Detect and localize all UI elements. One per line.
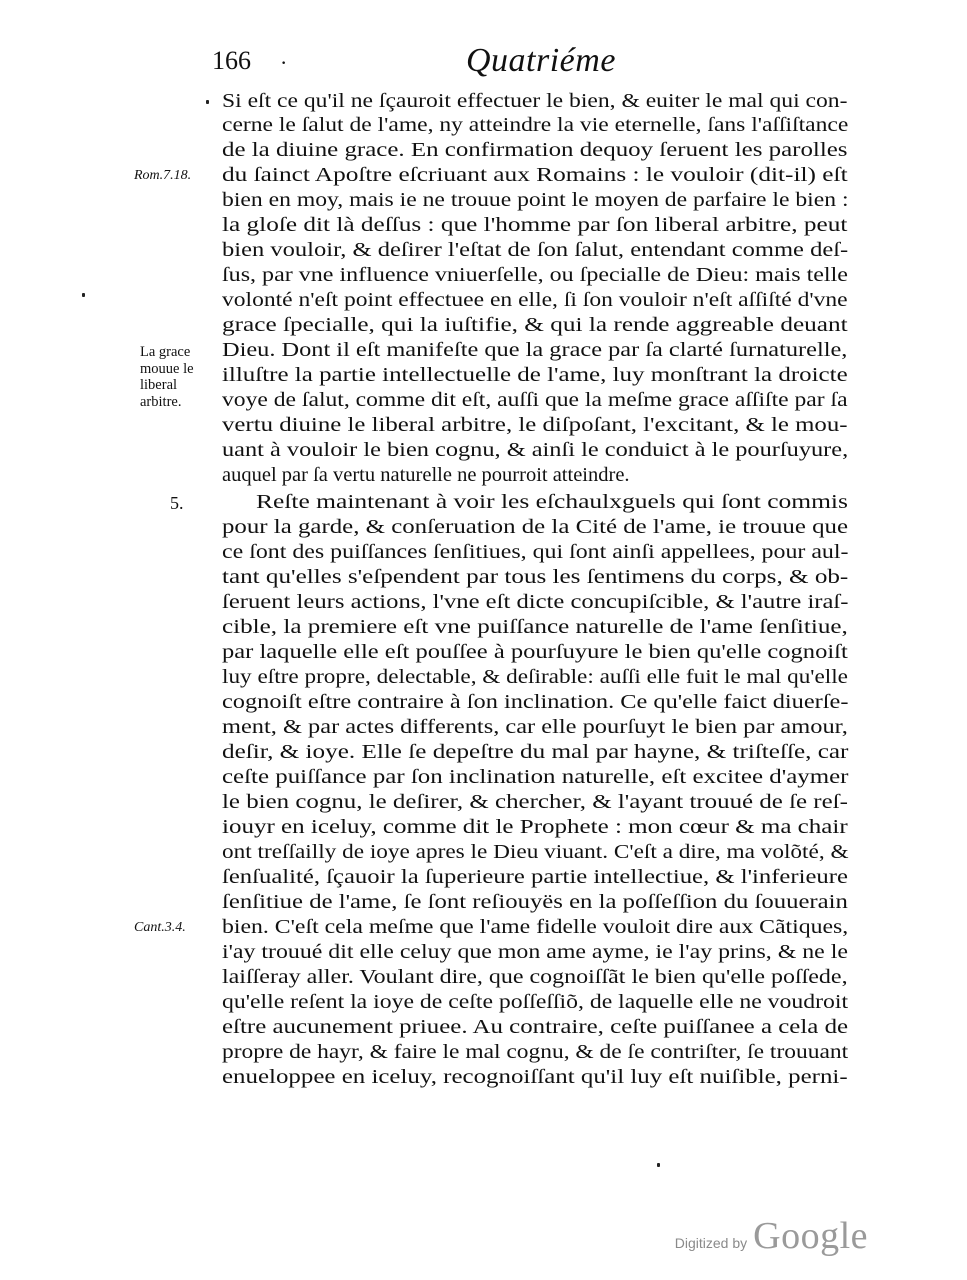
text-line: cognoiſt eſtre contraire à ſon inclination. Ce qu'elle faict diuerſe-: [222, 691, 849, 713]
margin-gloss-line: mouue le: [140, 360, 194, 377]
text-line: ont treſſailly de ioye apres le Dieu viuant. C'eſt a dire, ma volõté, &: [222, 841, 849, 863]
text-line: de la diuine grace. En confirmation dequoy ſeruent les parolles: [222, 139, 848, 161]
margin-reference-romans: Rom.7.18.: [134, 168, 192, 183]
text-line: Dieu. Dont il eſt manifeſte que la grace par ſa clarté ſurnaturelle,: [222, 339, 848, 361]
text-line: bien. C'eſt cela meſme que l'ame fidelle vouloit dire aux Cãtiques,: [222, 916, 849, 938]
margin-gloss: [140, 344, 194, 410]
text-line: ſus, par vne influence vniuerſelle, ou ſpecialle de Dieu: mais telle: [222, 264, 848, 286]
digitization-watermark: [675, 1214, 868, 1258]
text-line: volonté n'eſt point effectuee en elle, ſi ſon vouloir n'eſt aſſiſté d'vne: [222, 289, 848, 311]
text-line: grace ſpecialle, qui la iuſtifie, & qui la rende aggreable deuant: [222, 314, 848, 336]
margin-reference-canticles: Cant.3.4.: [134, 920, 186, 935]
text-line: bien vouloir, & deſirer l'eſtat de ſon ſalut, entendant comme deſ-: [222, 239, 849, 261]
text-line: bien en moy, mais ie ne trouue point le moyen de parfaire le bien :: [222, 189, 849, 211]
section-mark: 5.: [170, 493, 184, 513]
text-line: vertu diuine le liberal arbitre, le diſpoſant, l'excitant, & le mou-: [222, 414, 848, 436]
margin-gloss-line: liberal: [140, 377, 178, 393]
google-logo: Google: [753, 1215, 868, 1257]
text-line: illuſtre la partie intellectuelle de l'ame, luy monſtrant la droicte: [222, 364, 848, 386]
text-line: laiſſeray aller. Voulant dire, que cognoiſſãt le bien qu'elle poſſede,: [222, 966, 848, 988]
margin-gloss-line: arbitre.: [140, 393, 182, 410]
text-line: voye de ſalut, comme dit eſt, auſſi que la meſme grace aſſiſte par ſa: [222, 389, 848, 411]
text-line: luy eſtre propre, delectable, & deſirable: auſſi elle fuit le mal qu'elle: [222, 666, 848, 688]
text-line: du ſainct Apoſtre eſcriuant aux Romains : le vouloir (dit-il) eſt: [222, 164, 848, 186]
text-line: tant qu'elles s'eſpendent par tous les ſentimens du corps, & ob-: [222, 566, 849, 588]
margin-gloss-line: La grace: [140, 344, 191, 360]
ink-speck: [657, 1163, 660, 1167]
text-line: ſenſualité, ſçauoir la ſuperieure partie intellectiue, & l'inferieure: [222, 866, 848, 888]
text-line: ment, & par actes differents, car elle pourſuyt le bien par amour,: [222, 716, 848, 738]
watermark-label: Digitized by: [674, 1235, 748, 1251]
text-line: pour la garde, & conſeruation de la Cité de l'ame, ie trouue que: [222, 516, 849, 538]
text-line: enueloppee en iceluy, recognoiſſant qu'il luy eſt nuiſible, perni-: [222, 1066, 848, 1088]
running-title: Quatriéme: [466, 42, 616, 79]
ink-speck: [206, 100, 209, 104]
paragraph-start-line: Reſte maintenant à voir les eſchaulxguels qui ſont commis: [256, 491, 848, 513]
text-line: par laquelle elle eſt pouſſee à pourſuyure le bien qu'elle cognoiſt: [222, 641, 848, 663]
text-line: eſtre aucunement priuee. Au contraire, ceſte puiſſanee a cela de: [222, 1016, 849, 1038]
text-line: uant à vouloir le bien cognu, & ainſi le conduict à le pourſuyure,: [222, 439, 849, 461]
page-number: 166: [212, 46, 251, 75]
text-line: propre de hayr, & faire le mal cognu, & de ſe contriſter, ſe trouuant: [222, 1041, 849, 1063]
text-line: deſir, & ioye. Elle ſe depeſtre du mal par hayne, & triſteſſe, car: [222, 741, 849, 763]
text-line: ceſte puiſſance par ſon inclination naturelle, eſt excitee d'aymer: [222, 766, 849, 788]
text-line: cerne le ſalut de l'ame, ny atteindre la vie eternelle, ſans l'aſſiſtance: [222, 114, 849, 136]
text-line: auquel par ſa vertu naturelle ne pourroit atteindre.: [222, 464, 630, 486]
ink-speck: [82, 293, 85, 297]
text-line: ce ſont des puiſſances ſenſitiues, qui ſont ainſi appellees, pour aul-: [222, 541, 849, 563]
text-line: qu'elle reſent la ioye de ceſte poſſeſſiõ, de laquelle elle ne voudroit: [222, 991, 849, 1013]
text-line: ſenſitiue de l'ame, ſe ſont reſiouyës en la poſſeſſion du ſouuerain: [222, 891, 848, 913]
text-line: ſeruent leurs actions, l'vne eſt dicte concupiſcible, & l'autre iraſ-: [222, 591, 849, 613]
text-line: le bien cognu, le deſirer, & chercher, & l'ayant trouué de ſe reſ-: [222, 791, 848, 813]
text-line: cible, la premiere eſt vne puiſſance naturelle de l'ame ſenſitiue,: [222, 616, 848, 638]
header-dot: ·: [280, 50, 288, 75]
text-line: iouyr en iceluy, comme dit le Prophete : mon cœur & ma chair: [222, 816, 848, 838]
text-line: i'ay trouué dit elle celuy que mon ame ayme, ie l'ay prins, & ne le: [222, 941, 848, 963]
text-line: Si eſt ce qu'il ne ſçauroit effectuer le bien, & euiter le mal qui con-: [222, 90, 848, 112]
text-line: la gloſe dit là deſſus : que l'homme par ſon liberal arbitre, peut: [222, 214, 848, 236]
